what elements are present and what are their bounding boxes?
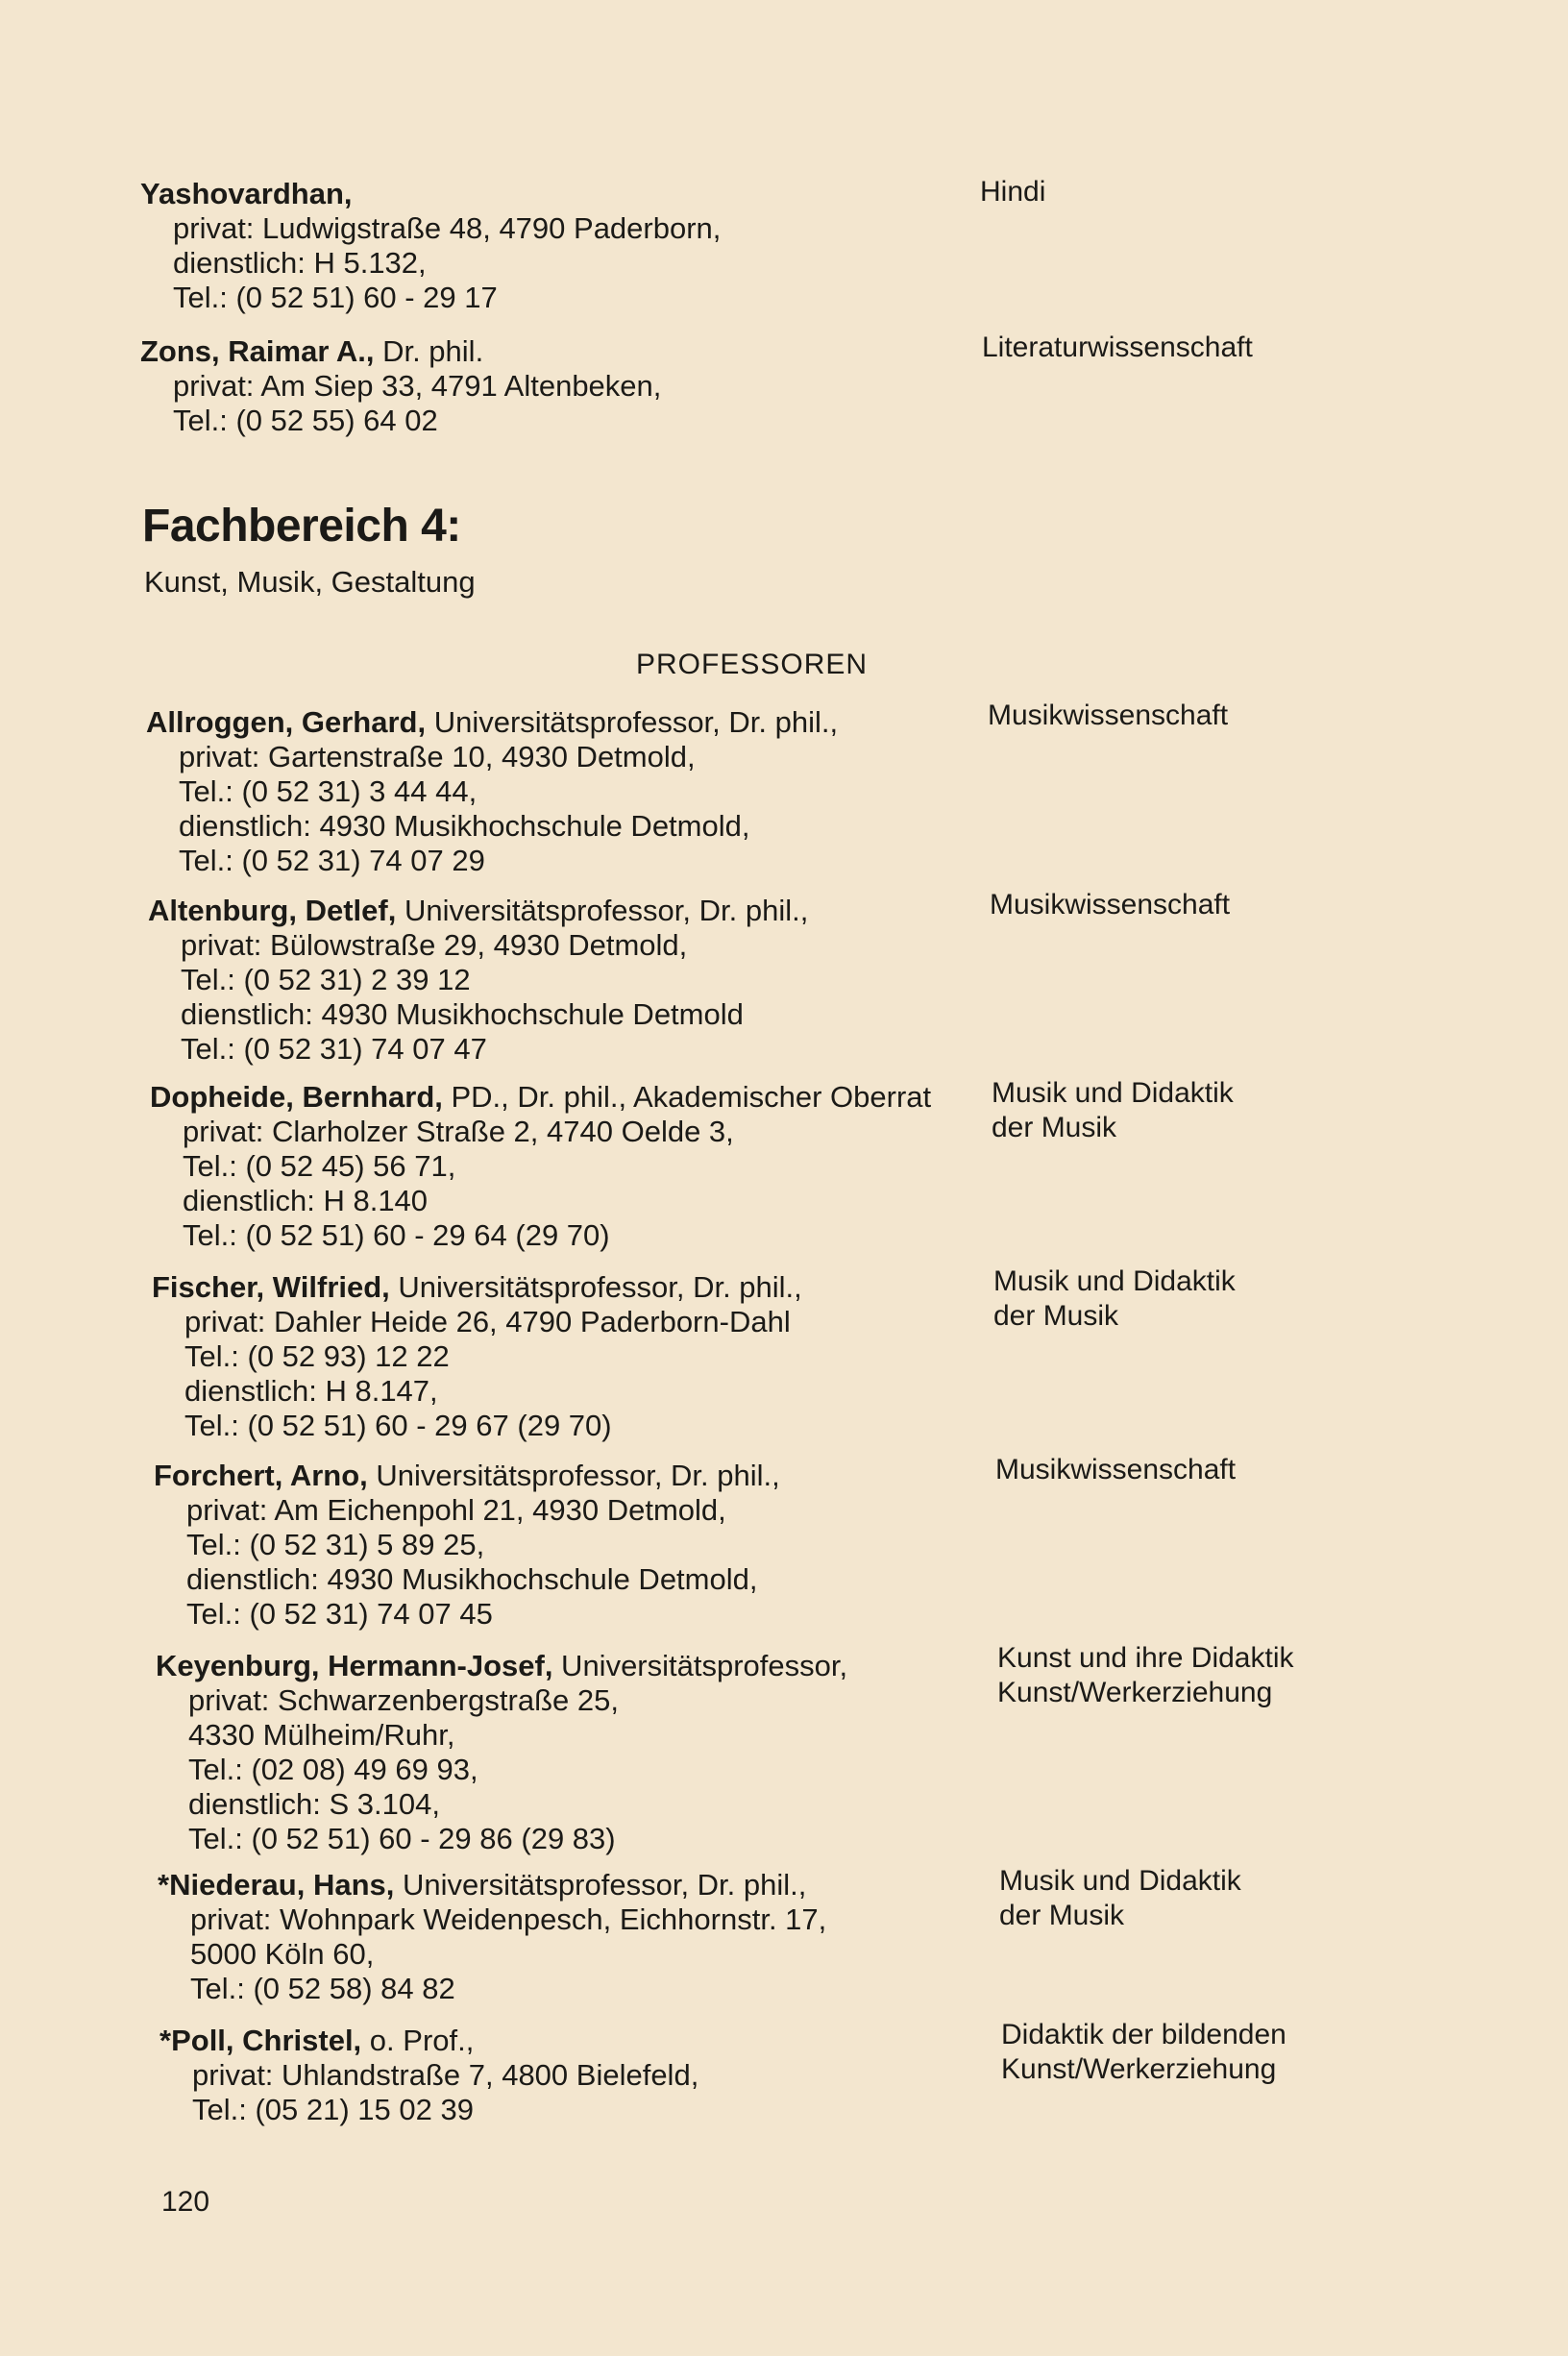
entry-subject: Musik und Didaktik der Musik [993, 1265, 1236, 1332]
entry-subject: Musik und Didaktik der Musik [992, 1077, 1234, 1143]
section-heading: Fachbereich 4: [142, 501, 461, 552]
staff-entry [150, 1080, 931, 1253]
entry-subject: Musikwissenschaft [988, 699, 1229, 731]
entry-detail: dienstlich: 4930 Musikhochschule Detmold, [186, 1562, 758, 1596]
entry-detail: Tel.: (0 52 58) 84 82 [190, 1972, 455, 2005]
entry-detail: privat: Am Eichenpohl 21, 4930 Detmold, [186, 1493, 726, 1527]
entry-detail: privat: Gartenstraße 10, 4930 Detmold, [179, 740, 696, 773]
entry-detail: dienstlich: H 8.147, [184, 1374, 438, 1408]
entry-title: Universitätsprofessor, Dr. phil., [426, 705, 839, 739]
section-subheading: Kunst, Musik, Gestaltung [144, 565, 476, 599]
entry-subject: Hindi [980, 176, 1046, 208]
entry-subject: Didaktik der bildenden Kunst/Werkerziehung [1001, 2019, 1286, 2085]
entry-title: o. Prof., [361, 2024, 475, 2057]
entry-name: Forchert, Arno, [154, 1459, 368, 1492]
entry-detail: 4330 Mülheim/Ruhr, [188, 1718, 455, 1752]
staff-entry [146, 705, 838, 878]
entry-detail: 5000 Köln 60, [190, 1937, 375, 1971]
entry-detail: Tel.: (0 52 51) 60 - 29 64 (29 70) [183, 1218, 610, 1252]
entry-title: Universitätsprofessor, Dr. phil., [367, 1459, 780, 1492]
entry-detail: dienstlich: 4930 Musikhochschule Detmold [181, 997, 744, 1031]
entry-detail: dienstlich: S 3.104, [188, 1787, 440, 1821]
entry-detail: privat: Am Siep 33, 4791 Altenbeken, [173, 369, 662, 403]
entry-detail: Tel.: (0 52 31) 74 07 29 [179, 844, 485, 877]
staff-entry [159, 2024, 698, 2127]
entry-name: Zons, Raimar A., [140, 334, 375, 368]
entry-subject: Literaturwissenschaft [982, 331, 1253, 363]
entry-detail: Tel.: (0 52 51) 60 - 29 86 (29 83) [188, 1822, 616, 1855]
entry-name: Fischer, Wilfried, [152, 1270, 390, 1304]
entry-name: Keyenburg, Hermann-Josef, [156, 1649, 553, 1682]
entry-subject: Kunst und ihre Didaktik Kunst/Werkerziehung [997, 1642, 1294, 1708]
entry-detail: privat: Uhlandstraße 7, 4800 Bielefeld, [192, 2058, 699, 2092]
entry-name: Altenburg, Detlef, [148, 894, 397, 927]
entry-detail: privat: Bülowstraße 29, 4930 Detmold, [181, 928, 688, 962]
staff-entry [154, 1459, 780, 1632]
entry-detail: privat: Wohnpark Weidenpesch, Eichhornstr. 17, [190, 1902, 827, 1936]
staff-entry [152, 1270, 802, 1443]
entry-detail: dienstlich: H 5.132, [173, 246, 427, 280]
entry-detail: Tel.: (0 52 45) 56 71, [183, 1149, 456, 1183]
entry-name: Poll, Christel, [171, 2024, 362, 2057]
entry-marker: * [158, 1868, 170, 1902]
entry-detail: Tel.: (0 52 55) 64 02 [173, 404, 438, 437]
staff-entry [140, 177, 721, 315]
entry-title: Universitätsprofessor, Dr. phil., [389, 1270, 802, 1304]
entry-detail: Tel.: (0 52 31) 5 89 25, [186, 1528, 485, 1561]
entry-detail: privat: Clarholzer Straße 2, 4740 Oelde 3, [183, 1115, 734, 1148]
entry-title: Universitätsprofessor, [552, 1649, 848, 1682]
group-label: PROFESSOREN [636, 649, 869, 680]
entry-title: Universitätsprofessor, Dr. phil., [394, 1868, 807, 1902]
entry-name: Niederau, Hans, [169, 1868, 395, 1902]
entry-detail: Tel.: (0 52 31) 74 07 45 [186, 1597, 493, 1631]
entry-name: Dopheide, Bernhard, [150, 1080, 443, 1114]
entry-subject: Musikwissenschaft [995, 1454, 1237, 1485]
staff-entry [148, 894, 808, 1067]
entry-detail: dienstlich: 4930 Musikhochschule Detmold, [179, 809, 750, 843]
entry-detail: privat: Schwarzenbergstraße 25, [188, 1683, 619, 1717]
entry-detail: Tel.: (0 52 31) 74 07 47 [181, 1032, 487, 1066]
entry-marker: * [159, 2024, 172, 2057]
entry-title: Universitätsprofessor, Dr. phil., [396, 894, 809, 927]
entry-detail: Tel.: (0 52 51) 60 - 29 67 (29 70) [184, 1409, 612, 1442]
entry-subject: Musik und Didaktik der Musik [999, 1865, 1241, 1931]
entry-detail: Tel.: (0 52 31) 2 39 12 [181, 963, 471, 996]
staff-entry [140, 334, 661, 438]
entry-name: Yashovardhan, [140, 177, 353, 210]
page-number: 120 [161, 2186, 210, 2218]
entry-detail: Tel.: (0 52 31) 3 44 44, [179, 774, 478, 808]
entry-name: Allroggen, Gerhard, [146, 705, 427, 739]
staff-entry [156, 1649, 847, 1856]
entry-detail: privat: Ludwigstraße 48, 4790 Paderborn, [173, 211, 722, 245]
entry-title: Dr. phil. [374, 334, 484, 368]
entry-subject: Musikwissenschaft [990, 889, 1231, 920]
entry-detail: Tel.: (05 21) 15 02 39 [192, 2093, 474, 2126]
entry-detail: dienstlich: H 8.140 [183, 1184, 429, 1217]
entry-title: PD., Dr. phil., Akademischer Oberrat [442, 1080, 932, 1114]
entry-detail: Tel.: (0 52 93) 12 22 [184, 1339, 450, 1373]
entry-detail: Tel.: (02 08) 49 69 93, [188, 1753, 478, 1786]
staff-entry [158, 1868, 826, 2006]
entry-detail: Tel.: (0 52 51) 60 - 29 17 [173, 281, 498, 314]
entry-detail: privat: Dahler Heide 26, 4790 Paderborn-Dahl [184, 1305, 791, 1338]
